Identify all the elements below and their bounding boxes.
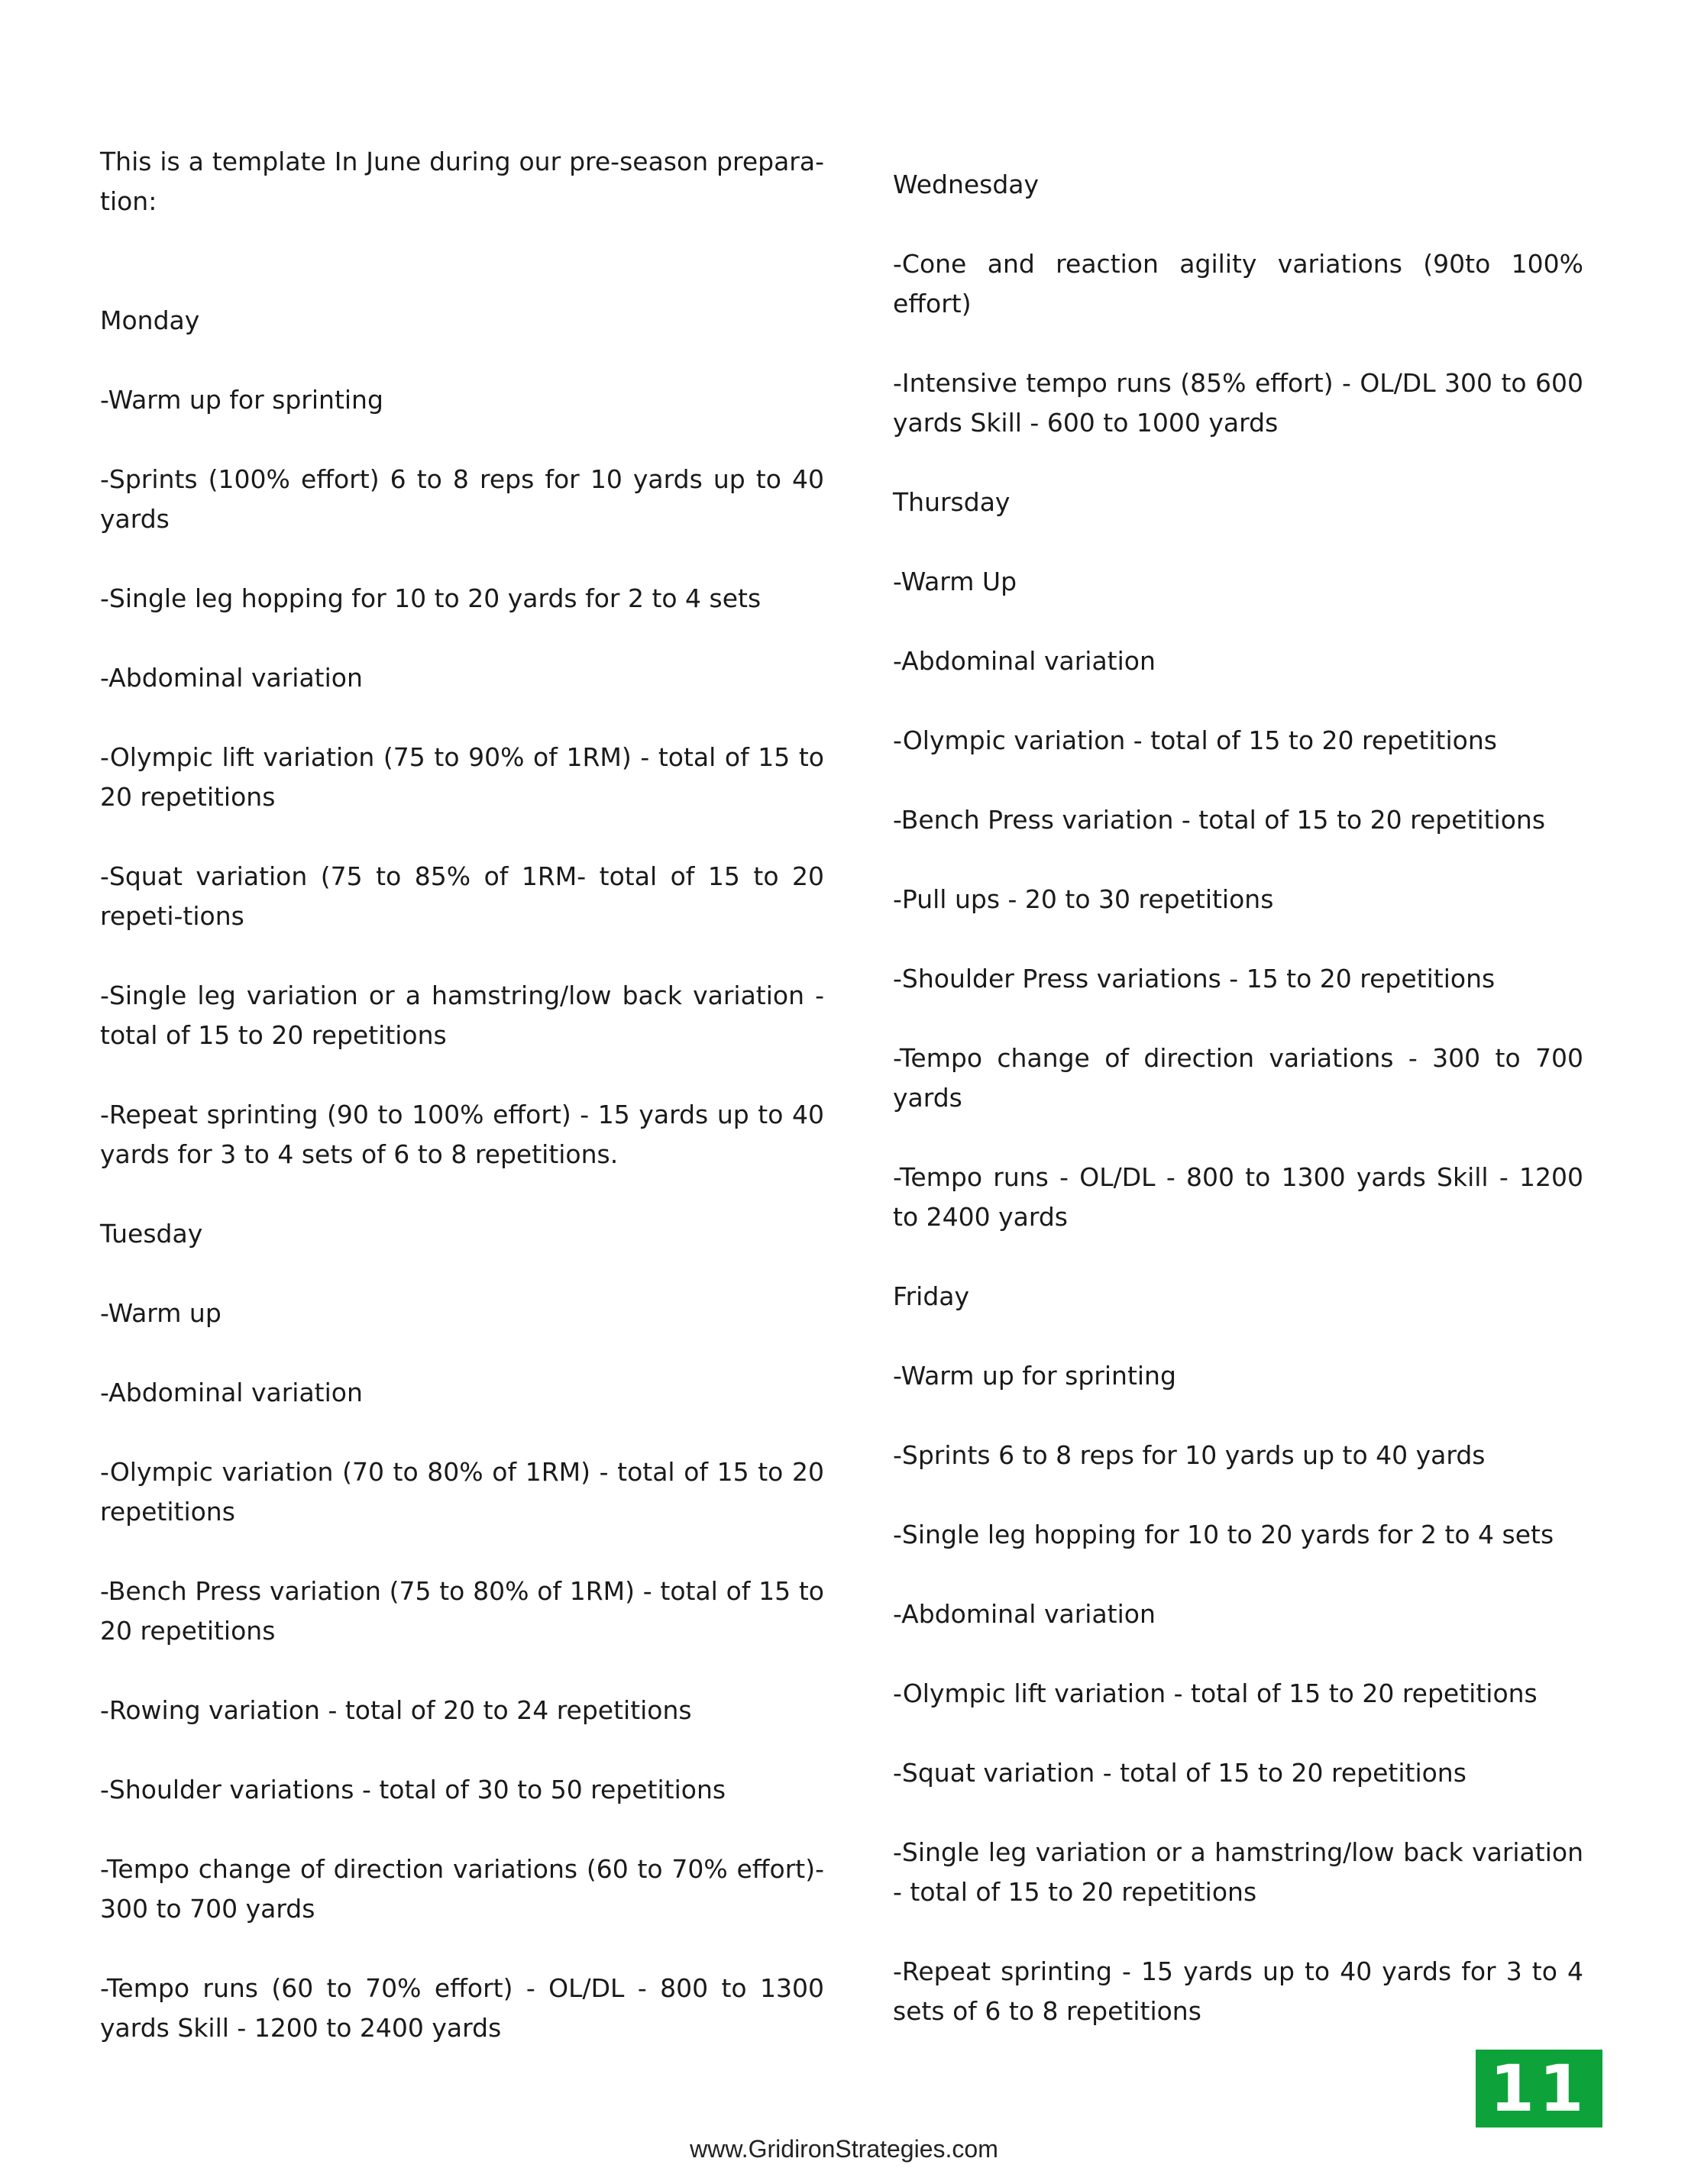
page-number-badge: 11: [1476, 2050, 1602, 2127]
list-item: -Single leg hopping for 10 to 20 yards for 2 to 4 sets: [893, 1520, 1554, 1549]
list-item: -Olympic variation (70 to 80% of 1RM) - total of 15 to 20 repetitions: [100, 1457, 824, 1527]
list-item: -Olympic variation - total of 15 to 20 repetitions: [893, 725, 1497, 755]
intro-text: This is a template In June during our pre-season prepara-tion:: [100, 147, 824, 216]
list-item: -Intensive tempo runs (85% effort) - OL/DL 300 to 600 yards Skill - 600 to 1000 yards: [893, 368, 1583, 438]
right-column: [893, 165, 1583, 2071]
day-heading-thursday: Thursday: [893, 487, 1011, 517]
list-item: -Tempo runs - OL/DL - 800 to 1300 yards Skill - 1200 to 2400 yards: [893, 1162, 1583, 1232]
list-item: -Bench Press variation (75 to 80% of 1RM) - total of 15 to 20 repetitions: [100, 1576, 824, 1646]
list-item: -Squat variation (75 to 85% of 1RM- total of 15 to 20 repeti-tions: [100, 861, 824, 931]
day-heading-friday: Friday: [893, 1281, 970, 1311]
list-item: -Sprints (100% effort) 6 to 8 reps for 10 yards up to 40 yards: [100, 464, 824, 534]
list-item: -Single leg variation or a hamstring/low back variation - total of 15 to 20 repetitions: [100, 981, 824, 1050]
day-heading-monday: Monday: [100, 305, 200, 335]
list-item: -Rowing variation - total of 20 to 24 repetitions: [100, 1695, 692, 1725]
list-item: -Shoulder Press variations - 15 to 20 repetitions: [893, 964, 1496, 993]
list-item: -Squat variation - total of 15 to 20 repetitions: [893, 1758, 1466, 1788]
list-item: -Single leg hopping for 10 to 20 yards for 2 to 4 sets: [100, 583, 762, 613]
list-item: -Abdominal variation: [100, 663, 363, 693]
list-item: -Shoulder variations - total of 30 to 50 repetitions: [100, 1775, 726, 1804]
list-item: -Olympic lift variation - total of 15 to 20 repetitions: [893, 1678, 1538, 1708]
list-item: -Abdominal variation: [893, 1599, 1156, 1629]
list-item: -Olympic lift variation (75 to 90% of 1RM) - total of 15 to 20 repetitions: [100, 742, 824, 812]
list-item: -Sprints 6 to 8 reps for 10 yards up to 40 yards: [893, 1440, 1486, 1470]
day-heading-wednesday: Wednesday: [893, 170, 1040, 199]
list-item: -Abdominal variation: [100, 1378, 363, 1407]
list-item: -Warm up for sprinting: [100, 385, 383, 415]
list-item: -Repeat sprinting - 15 yards up to 40 yards for 3 to 4 sets of 6 to 8 repetitions: [893, 1956, 1583, 2026]
list-item: -Pull ups - 20 to 30 repetitions: [893, 884, 1274, 914]
list-item: -Cone and reaction agility variations (90to 100% effort): [893, 249, 1583, 318]
left-column: [100, 142, 824, 2088]
list-item: -Warm up for sprinting: [893, 1361, 1176, 1391]
day-heading-tuesday: Tuesday: [100, 1219, 203, 1249]
list-item: -Abdominal variation: [893, 646, 1156, 676]
list-item: -Tempo change of direction variations - 300 to 700 yards: [893, 1043, 1583, 1113]
list-item: -Single leg variation or a hamstring/low back variation - total of 15 to 20 repetitions: [893, 1837, 1583, 1907]
list-item: -Warm Up: [893, 567, 1017, 596]
list-item: -Warm up: [100, 1298, 222, 1328]
list-item: -Repeat sprinting (90 to 100% effort) - 15 yards up to 40 yards for 3 to 4 sets of 6 to 8 repetitions.: [100, 1100, 824, 1169]
list-item: -Tempo change of direction variations (60 to 70% effort)- 300 to 700 yards: [100, 1854, 824, 1924]
list-item: -Tempo runs (60 to 70% effort) - OL/DL - 800 to 1300 yards Skill - 1200 to 2400 yards: [100, 1973, 824, 2043]
footer-url: www.GridironStrategies.com: [690, 2135, 998, 2163]
list-item: -Bench Press variation - total of 15 to 20 repetitions: [893, 805, 1546, 835]
